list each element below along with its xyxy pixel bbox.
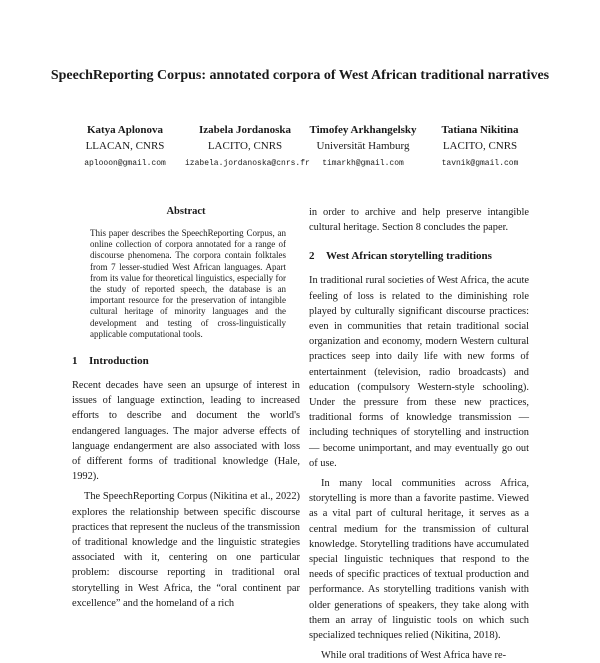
author-name: Izabela Jordanoska (199, 124, 291, 136)
body-paragraph: In many local communities across Africa, storytelling is more than a favorite pastime. Viewed as a vital part of cultural heritage, it serves as a central medium for the transmission of cultural knowledge. Storytelling traditions have accumulated special linguistic techniques that respond to the needs of specific practices of textual production and performance. As storytelling traditions vanish with older generations of speakers, they take along with them an array of linguistic tools on which such specialized techniques relied (Nikitina, 2018). (309, 478, 529, 642)
section-title: West African storytelling traditions (326, 250, 492, 263)
right-column (309, 205, 529, 663)
section-heading (309, 249, 529, 263)
body-paragraph: The SpeechReporting Corpus (Nikitina et al., 2022) explores the relationship between specific discourse practices that represent the nucleus of the transmission of traditional knowledge and the linguistic strategies associated with it, centering on one particular problem: discourse reporting in traditional oral storytelling in West Africa, the “oral continent par excellence” and the homeland of a rich (72, 491, 300, 609)
body-paragraph: in order to archive and help preserve intangible cultural heritage. Section 8 concludes the paper. (309, 207, 529, 234)
author-email: tavnik@gmail.com (441, 159, 519, 168)
section-number: 2 (309, 250, 315, 263)
section-title: Introduction (89, 355, 149, 368)
body-paragraph: Recent decades have seen an upsurge of interest in issues of language extinction, leading to increased efforts to describe and document the world's endangered languages. The major adverse effects of language endangerment are also associated with loss of different forms of traditional knowledge (Hale, 1992). (72, 380, 300, 483)
author-name: Katya Aplonova (86, 124, 164, 136)
left-column (72, 205, 300, 611)
author-name: Tatiana Nikitina (441, 124, 519, 136)
abstract-text: This paper describes the SpeechReporting Corpus, an online collection of corpora annotated for a range of discourse phenomena. The corpora contain folktales from 7 lesser-studied West African languages. Apart from its value for theoretical linguistics, especially for the study of reported speech, the database is an important resource for the preservation of intangible cultural heritage of minority languages and the development and testing of cross-linguistically applicable computational tools. (90, 228, 286, 339)
author-email: aplooon@gmail.com (84, 159, 166, 168)
author-block (185, 122, 310, 171)
author-name: Timofey Arkhangelsky (309, 124, 417, 136)
section-heading (72, 354, 300, 368)
author-affiliation: LACITO, CNRS (442, 140, 518, 152)
author-email: timarkh@gmail.com (322, 159, 404, 168)
author-email: izabela.jordanoska@cnrs.fr (185, 159, 310, 168)
author-block (298, 122, 428, 171)
section-number: 1 (72, 355, 78, 368)
body-paragraph: In traditional rural societies of West Africa, the acute feeling of loss is related to the diminishing role played by culturally significant discourse practices: even in communities that retain traditional social organization and economy, modern Western cultural practices seep into daily life with new forms of entertainment (television, radio broadcasts) and education (compulsory Western-style schooling). Under the pressure from these new practices, traditional forms of knowledge transmission — including techniques of storytelling and instruction — become unimportant, and may eventually go out of use. (309, 275, 529, 469)
abstract-heading: Abstract (166, 206, 206, 217)
author-affiliation: Universität Hamburg (316, 140, 410, 152)
body-paragraph: While oral traditions of West Africa have re- (321, 650, 507, 662)
author-affiliation: LLACAN, CNRS (85, 140, 165, 152)
author-block (65, 122, 185, 171)
paper-title: SpeechReporting Corpus: annotated corpora of West African traditional narratives (50, 68, 550, 83)
author-affiliation: LACITO, CNRS (207, 140, 283, 152)
author-block (420, 122, 540, 171)
